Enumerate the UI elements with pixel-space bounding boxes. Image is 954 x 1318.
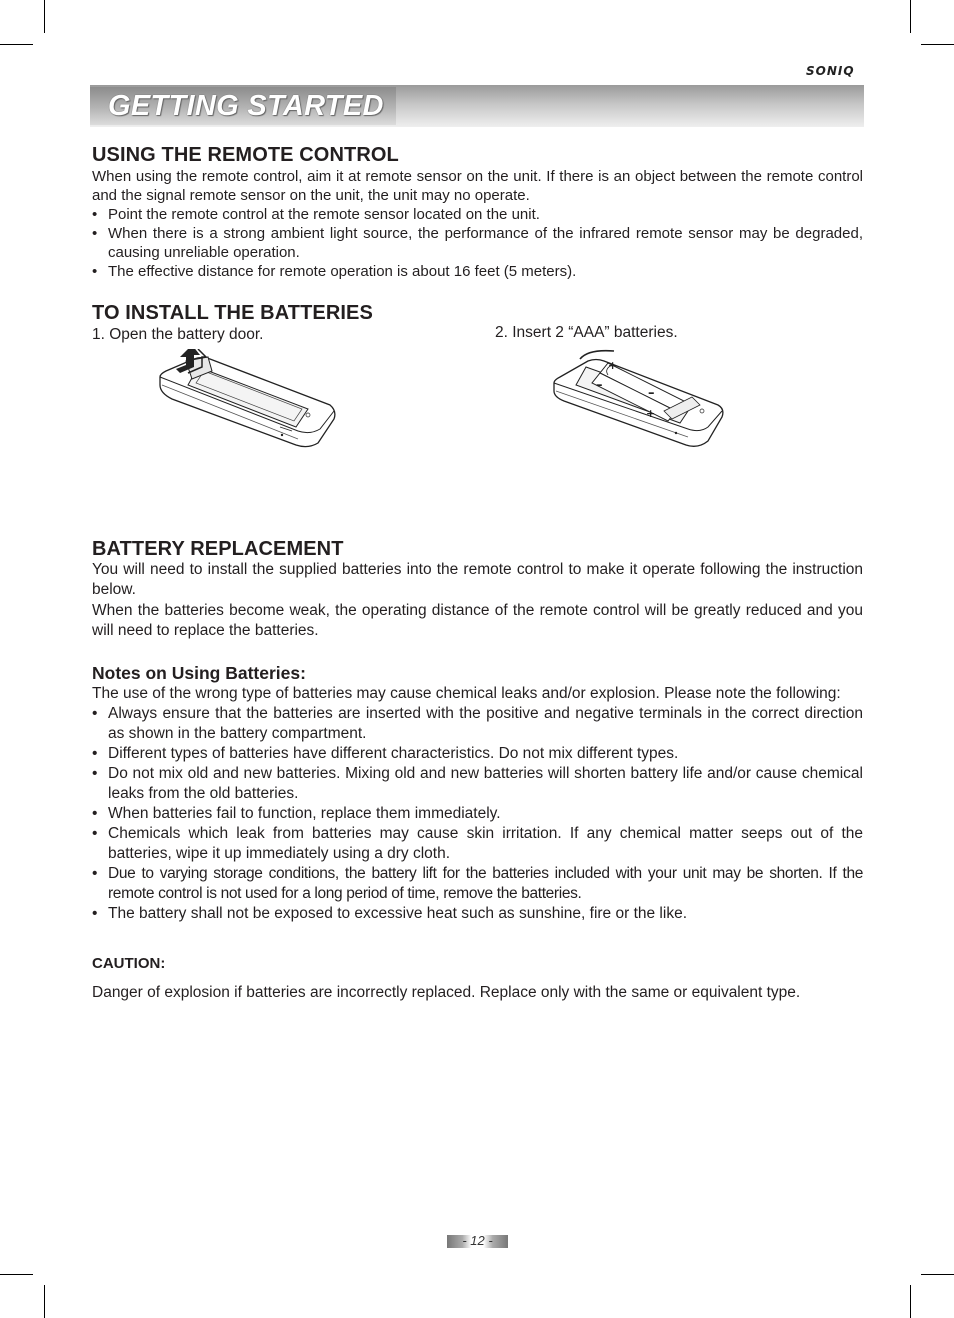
notes-heading: Notes on Using Batteries:: [92, 663, 306, 683]
crop-mark: [44, 1285, 45, 1318]
section-banner: [90, 85, 864, 127]
crop-mark: [0, 1274, 33, 1275]
replacement-paragraph: When the batteries become weak, the operating distance of the remote control will be greatly reduced and you will need to replace the batteries.: [92, 602, 863, 639]
list-item: • When there is a strong ambient light source, the performance of the infrared remote sensor may be degraded, causing unreliable operation.: [92, 224, 863, 262]
replacement-section: [92, 537, 863, 641]
crop-mark: [44, 0, 45, 33]
crop-mark: [921, 1274, 954, 1275]
step-1-label: 1. Open the battery door.: [92, 326, 264, 343]
remote-intro: When using the remote control, aim it at remote sensor on the unit. If there is an object between the remote control and the signal remote sensor on the unit, the unit may no operate.: [92, 168, 863, 204]
list-item: • Point the remote control at the remote sensor located on the unit.: [92, 205, 863, 224]
list-item: • When batteries fail to function, replace them immediately.: [92, 804, 863, 824]
list-item: • Different types of batteries have different characteristics. Do not mix different types.: [92, 744, 863, 764]
step-2-label: 2. Insert 2 “AAA” batteries.: [495, 324, 678, 341]
open-battery-door-illustration: [158, 349, 338, 449]
page-title: GETTING STARTED: [108, 90, 384, 122]
insert-batteries-illustration: [552, 349, 727, 449]
crop-mark: [910, 1285, 911, 1318]
remote-heading: USING THE REMOTE CONTROL: [92, 144, 399, 166]
caution-heading: CAUTION:: [92, 955, 166, 972]
install-heading: TO INSTALL THE BATTERIES: [92, 302, 373, 324]
replacement-paragraph: You will need to install the supplied batteries into the remote control to make it operate following the instruction below.: [92, 561, 863, 598]
page-number-bar: [447, 1235, 508, 1248]
battery-minus-mark: –: [596, 378, 603, 393]
battery-minus-mark: –: [648, 386, 655, 401]
remote-bullets: [92, 205, 863, 281]
battery-plus-mark: +: [608, 359, 618, 372]
crop-mark: [0, 44, 33, 45]
page-number: - 12 -: [462, 1233, 493, 1248]
crop-mark: [921, 44, 954, 45]
replacement-heading: BATTERY REPLACEMENT: [92, 538, 344, 560]
caution-section: [92, 954, 863, 1003]
page-content: [92, 143, 863, 1003]
install-steps: [92, 325, 863, 525]
notes-section: [92, 662, 863, 924]
list-item: • Due to varying storage conditions, the battery lift for the batteries included with your unit may be shorten. If the remote control is not used for a long period of time, remove the batteries.: [92, 864, 863, 904]
notes-intro: The use of the wrong type of batteries may cause chemical leaks and/or explosion. Please note the following:: [92, 685, 841, 702]
list-item: • The battery shall not be exposed to excessive heat such as sunshine, fire or the like.: [92, 904, 863, 924]
list-item: • The effective distance for remote operation is about 16 feet (5 meters).: [92, 262, 863, 281]
install-section: [92, 301, 863, 525]
crop-mark: [910, 0, 911, 33]
list-item: • Chemicals which leak from batteries may cause skin irritation. If any chemical matter seeps out of the batteries, wipe it up immediately using a dry cloth.: [92, 824, 863, 864]
remote-section: [92, 143, 863, 281]
brand-logo: SONIQ: [806, 64, 855, 78]
notes-bullets: [92, 704, 863, 924]
battery-plus-mark: +: [646, 407, 656, 420]
list-item: • Always ensure that the batteries are inserted with the positive and negative terminals in the correct direction as shown in the battery compartment.: [92, 704, 863, 744]
banner-tab: [90, 87, 396, 125]
caution-text: Danger of explosion if batteries are incorrectly replaced. Replace only with the same or equivalent type.: [92, 984, 801, 1001]
list-item: • Do not mix old and new batteries. Mixing old and new batteries will shorten battery life and/or cause chemical leaks from the old batteries.: [92, 764, 863, 804]
